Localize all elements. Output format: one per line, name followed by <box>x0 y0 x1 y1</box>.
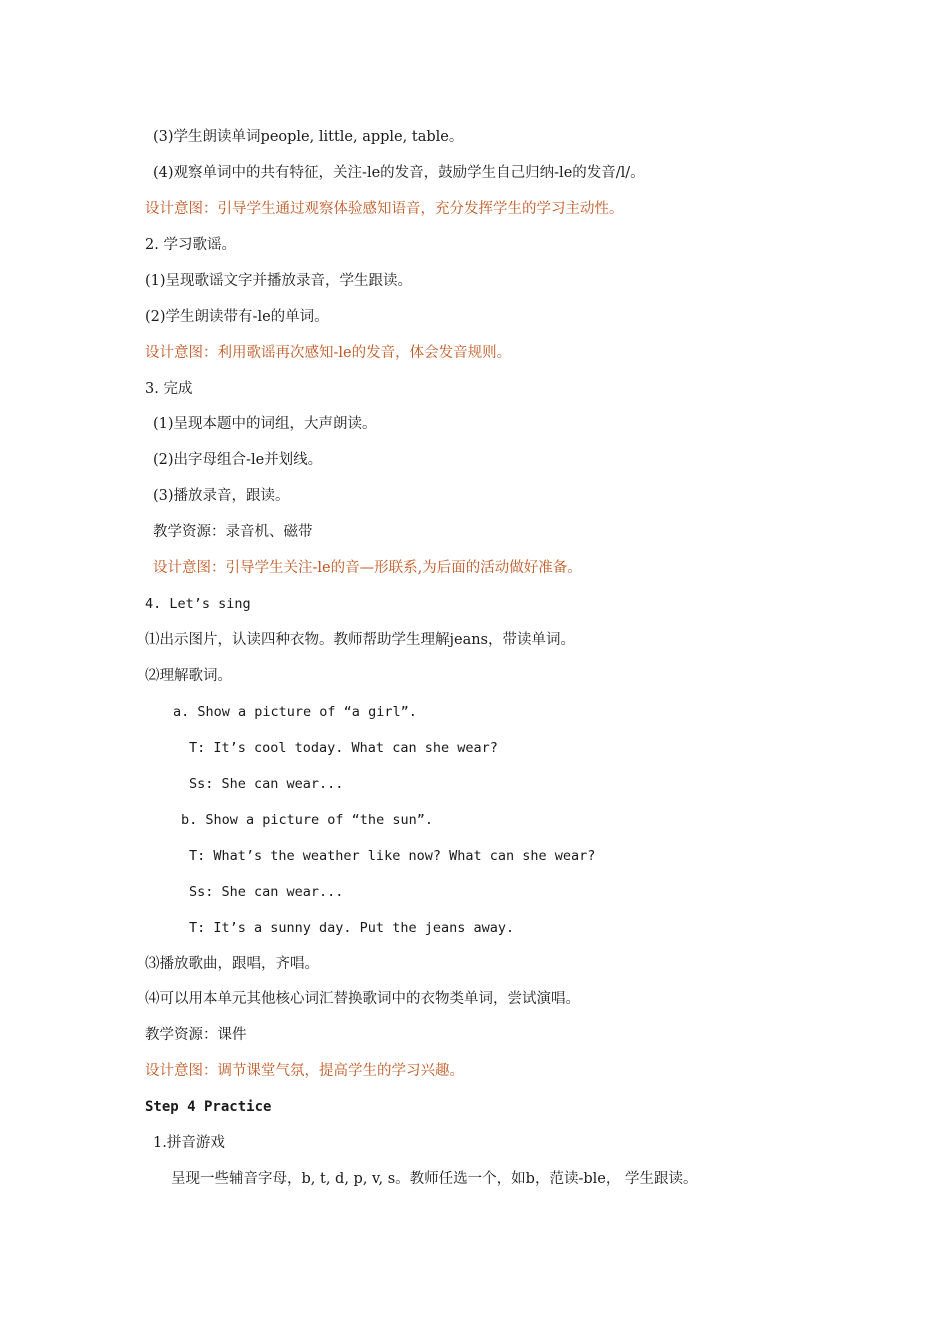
dialogue-line: T: It’s cool today. What can she wear? <box>189 740 498 756</box>
dialogue-line: Ss: She can wear... <box>189 776 344 792</box>
design-intent-line: 设计意图：引导学生通过观察体验感知语音，充分发挥学生的学习主动性。 <box>145 201 624 217</box>
dialogue-line: T: What’s the weather like now? What can she wear? <box>189 848 596 864</box>
text-line: (2)出字母组合-le并划线。 <box>153 452 323 468</box>
design-intent-line: 设计意图：调节课堂气氛，提高学生的学习兴趣。 <box>145 1063 464 1079</box>
section-heading: 2. 学习歌谣。 <box>145 237 236 253</box>
section-heading: 4. Let’s sing <box>145 596 251 612</box>
text-line: ⑶播放歌曲，跟唱，齐唱。 <box>145 956 319 972</box>
dialogue-line: a. Show a picture of “a girl”. <box>173 704 417 720</box>
text-line: ⑷可以用本单元其他核心词汇替换歌词中的衣物类单词，尝试演唱。 <box>145 991 580 1007</box>
teaching-resource-line: 教学资源：录音机、磁带 <box>153 524 313 540</box>
text-line: 呈现一些辅音字母，b, t, d, p, v, s。教师任选一个，如b，范读-ble， 学生跟读。 <box>171 1171 698 1187</box>
text-line: (4)观察单词中的共有特征，关注-le的发音，鼓励学生自己归纳-le的发音/l/。 <box>153 165 645 181</box>
section-heading: 3. 完成 <box>145 381 193 397</box>
dialogue-line: b. Show a picture of “the sun”. <box>181 812 433 828</box>
text-line: (2)学生朗读带有-le的单词。 <box>145 309 329 325</box>
step-heading: Step 4 Practice <box>145 1099 272 1115</box>
text-line: ⑵理解歌词。 <box>145 668 232 684</box>
text-line: ⑴出示图片，认读四种衣物。教师帮助学生理解jeans，带读单词。 <box>145 632 575 648</box>
dialogue-line: T: It’s a sunny day. Put the jeans away. <box>189 920 515 936</box>
design-intent-line: 设计意图：引导学生关注-le的音—形联系,为后面的活动做好准备。 <box>153 560 582 576</box>
text-line: (1)呈现歌谣文字并播放录音，学生跟读。 <box>145 273 413 289</box>
section-heading: 1.拼音游戏 <box>153 1135 225 1151</box>
teaching-resource-line: 教学资源：课件 <box>145 1027 247 1043</box>
design-intent-line: 设计意图：利用歌谣再次感知-le的发音，体会发音规则。 <box>145 345 512 361</box>
text-line: (3)学生朗读单词people, little, apple, table。 <box>153 129 464 145</box>
text-line: (1)呈现本题中的词组，大声朗读。 <box>153 416 377 432</box>
dialogue-line: Ss: She can wear... <box>189 884 344 900</box>
text-line: (3)播放录音，跟读。 <box>153 488 290 504</box>
